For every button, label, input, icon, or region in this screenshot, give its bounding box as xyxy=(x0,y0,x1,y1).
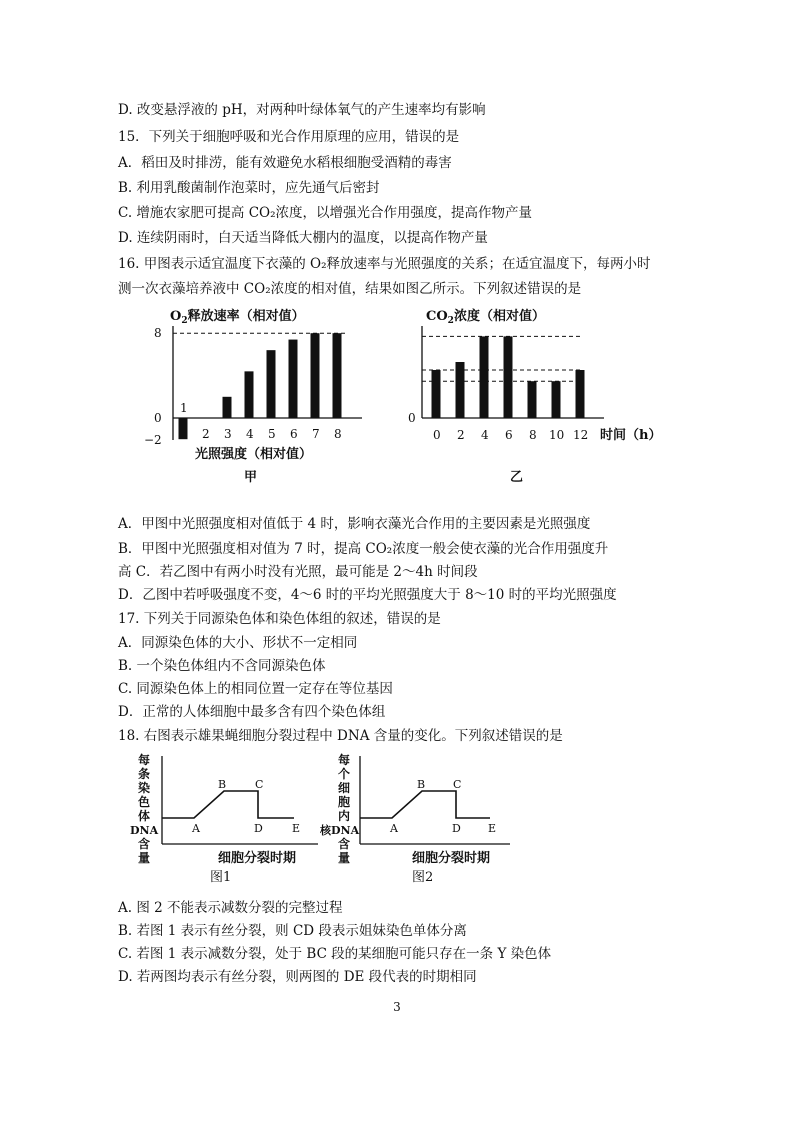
yi-ytick-0: 0 xyxy=(408,411,416,425)
fig1-point-c: C xyxy=(255,778,264,791)
fig1-point-b: B xyxy=(218,778,227,791)
fig1-ylabel-char: 体 xyxy=(138,809,151,823)
fig2-point-a: A xyxy=(390,822,398,835)
fig2-ylabel-char: 细 xyxy=(338,781,351,795)
figure-1 xyxy=(128,748,328,888)
yi-xlabel: 时间（h） xyxy=(600,428,662,443)
jia-bar xyxy=(223,397,232,418)
q15-stem: 15．下列关于细胞呼吸和光合作用原理的应用，错误的是 xyxy=(118,129,460,145)
jia-bar xyxy=(245,371,254,418)
jia-ytick-0: 0 xyxy=(154,411,162,425)
jia-ylabel: $O_2$释放速率（相对值） xyxy=(170,309,305,326)
jia-bar xyxy=(311,333,320,418)
yi-xtick-label: 12 xyxy=(573,428,589,442)
jia-xtick-label: 3 xyxy=(224,427,232,441)
page-number: 3 xyxy=(393,1000,401,1014)
yi-bar xyxy=(528,381,537,418)
yi-xtick-label: 8 xyxy=(529,428,537,442)
q16-option-b-cont-c: 高 C．若乙图中有两小时没有光照，最可能是 2～4h 时间段 xyxy=(118,564,478,580)
fig2-caption: 图2 xyxy=(412,870,434,885)
fig1-curve xyxy=(162,791,294,818)
fig1-ylabel-char: 量 xyxy=(138,851,151,865)
jia-bar xyxy=(289,340,298,418)
jia-xlabel: 光照强度（相对值） xyxy=(195,447,313,462)
jia-bar xyxy=(333,333,342,418)
yi-bar xyxy=(504,336,513,418)
figure-jia xyxy=(140,300,370,495)
yi-xtick-label: 4 xyxy=(481,428,489,442)
fig1-ylabel-char: 每 xyxy=(138,753,151,767)
yi-bar xyxy=(456,362,465,418)
fig2-ylabel-char: 含 xyxy=(338,837,351,851)
jia-bar xyxy=(267,350,276,418)
q16-stem-line1: 16. 甲图表示适宜温度下衣藻的 O₂释放速率与光照强度的关系；在适宜温度下，每两小时 xyxy=(118,256,651,272)
q17-option-b: B. 一个染色体组内不含同源染色体 xyxy=(118,658,326,674)
q15-option-a: A．稻田及时排涝，能有效避免水稻根细胞受酒精的毒害 xyxy=(118,155,452,171)
jia-xtick-label: 7 xyxy=(312,427,320,441)
q17-option-c: C. 同源染色体上的相同位置一定存在等位基因 xyxy=(118,681,393,697)
jia-xtick-label: 1 xyxy=(180,401,188,415)
q17-option-a: A．同源染色体的大小、形状不一定相同 xyxy=(118,635,358,651)
fig1-caption: 图1 xyxy=(210,870,232,885)
yi-ylabel: $CO_2$浓度（相对值） xyxy=(426,309,545,326)
jia-xtick-label: 5 xyxy=(268,427,276,441)
fig2-ylabel-char: 个 xyxy=(338,767,351,781)
fig1-point-d: D xyxy=(254,822,263,835)
jia-ytick-neg2: −2 xyxy=(144,433,162,447)
fig2-ylabel-char: 内 xyxy=(338,809,351,823)
q18-option-c: C. 若图 1 表示减数分裂，处于 BC 段的某细胞可能只存在一条 Y 染色体 xyxy=(118,946,552,962)
fig1-xlabel: 细胞分裂时期 xyxy=(218,851,297,866)
jia-xtick-label: 6 xyxy=(290,427,298,441)
fig1-ylabel-char: 条 xyxy=(138,767,151,781)
figure-yi xyxy=(404,300,674,495)
yi-xtick-label: 0 xyxy=(433,428,441,442)
jia-xtick-label: 2 xyxy=(202,427,210,441)
fig2-point-d: D xyxy=(452,822,461,835)
fig2-ylabel-char: 每 xyxy=(338,753,351,767)
jia-xtick-label: 4 xyxy=(246,427,254,441)
fig2-ylabel-char: 核DNA xyxy=(320,824,360,837)
q15-option-c: C. 增施农家肥可提高 CO₂浓度，以增强光合作用强度，提高作物产量 xyxy=(118,205,533,221)
q16-stem-line2: 测一次衣藻培养液中 CO₂浓度的相对值，结果如图乙所示。下列叙述错误的是 xyxy=(118,281,582,297)
fig2-xlabel: 细胞分裂时期 xyxy=(412,851,491,866)
q17-stem: 17. 下列关于同源染色体和染色体组的叙述，错误的是 xyxy=(118,611,441,627)
q16-option-b: B．甲图中光照强度相对值为 7 时，提高 CO₂浓度一般会使衣藻的光合作用强度升 xyxy=(118,541,609,557)
q18-option-a: A. 图 2 不能表示减数分裂的完整过程 xyxy=(118,900,343,916)
q16-option-d: D．乙图中若呼吸强度不变，4～6 时的平均光照强度大于 8～10 时的平均光照强度 xyxy=(118,587,617,603)
yi-xtick-label: 2 xyxy=(457,428,465,442)
jia-xtick-label: 8 xyxy=(334,427,342,441)
yi-xtick-label: 10 xyxy=(549,428,565,442)
q15-option-d: D. 连续阴雨时，白天适当降低大棚内的温度，以提高作物产量 xyxy=(118,230,488,246)
fig2-curve xyxy=(360,791,490,818)
jia-ytick-8: 8 xyxy=(154,326,162,340)
fig2-ylabel-char: 胞 xyxy=(338,795,351,809)
fig1-point-e: E xyxy=(292,822,301,835)
fig2-ylabel-char: 量 xyxy=(338,851,351,865)
yi-bar xyxy=(480,336,489,418)
q18-stem: 18. 右图表示雄果蝇细胞分裂过程中 DNA 含量的变化。下列叙述错误的是 xyxy=(118,728,563,744)
fig1-ylabel-char: 含 xyxy=(138,837,151,851)
fig1-ylabel-char: DNA xyxy=(130,824,159,837)
fig2-point-e: E xyxy=(488,822,497,835)
fig1-ylabel-char: 染 xyxy=(138,781,151,795)
jia-caption: 甲 xyxy=(244,470,258,485)
yi-xtick-label: 6 xyxy=(505,428,513,442)
yi-bar xyxy=(552,381,561,418)
yi-bar xyxy=(432,370,441,418)
q15-option-b: B. 利用乳酸菌制作泡菜时，应先通气后密封 xyxy=(118,180,380,196)
figure-2 xyxy=(320,748,520,888)
yi-bar xyxy=(576,370,585,418)
yi-caption: 乙 xyxy=(510,470,524,485)
q18-option-d: D. 若两图均表示有丝分裂，则两图的 DE 段代表的时期相同 xyxy=(118,969,477,985)
q16-option-a: A．甲图中光照强度相对值低于 4 时，影响衣藻光合作用的主要因素是光照强度 xyxy=(118,516,591,532)
jia-bar xyxy=(179,418,188,439)
fig1-point-a: A xyxy=(192,822,200,835)
fig1-ylabel-char: 色 xyxy=(138,795,151,809)
q14-option-d: D. 改变悬浮液的 pH，对两种叶绿体氧气的产生速率均有影响 xyxy=(118,102,486,118)
q18-option-b: B. 若图 1 表示有丝分裂，则 CD 段表示姐妹染色单体分离 xyxy=(118,923,467,939)
q17-option-d: D．正常的人体细胞中最多含有四个染色体组 xyxy=(118,704,386,720)
fig2-point-b: B xyxy=(417,778,426,791)
fig2-point-c: C xyxy=(453,778,462,791)
